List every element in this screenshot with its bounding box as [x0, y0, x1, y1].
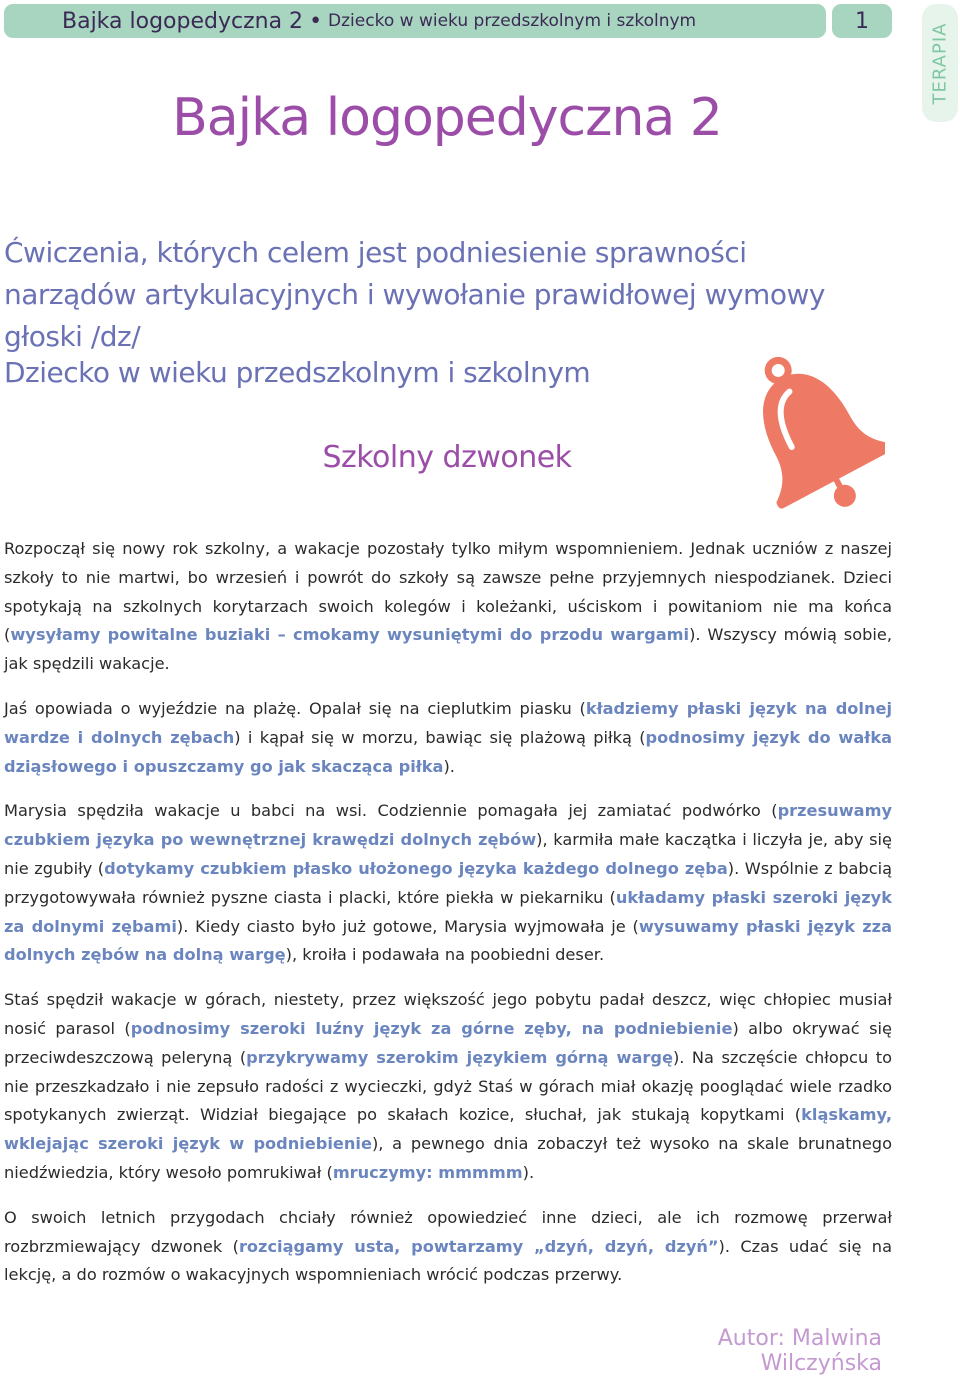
header-subtitle: Dziecko w wieku przedszkolnym i szkolnym — [328, 11, 697, 31]
paragraph: O swoich letnich przygodach chciały również opowiedzieć inne dzieci, ale ich rozmowę przerwał rozbrzmiewający dzwonek (rozciągamy usta, powtarzamy „dzyń, dzyń, dzyń”). Czas udać się na lekcję, a do rozmów o wakacyjnych wspomnieniach wrócić podczas przerwy. — [4, 1207, 892, 1285]
exercise-hint: układamy płaski szeroki język za dolnymi zębami — [4, 887, 892, 936]
header-separator: • — [309, 8, 323, 34]
exercise-hint: mruczymy: mmmmm — [332, 1162, 523, 1182]
header-title: Bajka logopedyczna 2 — [62, 8, 304, 34]
exercise-subtitle: Ćwiczenia, których celem jest podniesienie sprawności narządów artykulacyjnych i wywołanie prawidłowej wymowy głoski /dz/ — [4, 236, 825, 353]
side-tab — [922, 4, 958, 122]
main-title: Bajka logopedyczna 2 — [172, 88, 722, 148]
header-bar — [4, 4, 826, 38]
paragraph: Staś spędził wakacje w górach, niestety, przez większość jego pobytu padał deszcz, więc chłopiec musiał nosić parasol (podnosimy szeroki luźny język za górne zęby, na podniebienie) albo okrywać się przeciwdeszczową peleryną (przykrywamy szerokim językiem górną wargę). Na szczęście chłopcu to nie przeszkadzało i nie zepsuło radości z wycieczki, gdyż Staś w górach miał okazję pooglądać wiele rzadko spotykanych zwierząt. Widział biegające po skałach kozice, słuchał, jak stukają kopytkami (kląskamy, wklejając szeroki język w podniebienie), a pewnego dnia zobaczył też wysoko na skale brunatnego niedźwiedzia, który wesoło pomrukiwał (mruczymy: mmmmm). — [4, 990, 892, 1182]
paragraph: Marysia spędziła wakacje u babci na wsi. Codziennie pomagała jej zamiatać podwórko (przesuwamy czubkiem języka po wewnętrznej krawędzi dolnych zębów), karmiła małe kaczątka i liczyła je, aby się nie zgubiły (dotykamy czubkiem płasko ułożonego języka każdego dolnego zęba). Wspólnie z babcią przygotowywała również pyszne ciasta i placki, które piekła w piekarniku (układamy płaski szeroki język za dolnymi zębami). Kiedy ciasto było już gotowe, Marysia wyjmowała je (wysuwamy płaski język zza dolnych zębów na dolną wargę), kroiła i podawała na poobiedni deser. — [4, 801, 893, 965]
exercise-hint: wysuwamy płaski język zza dolnych zębów na dolną wargę — [4, 916, 893, 965]
exercise-hint: podnosimy szeroki luźny język za górne zęby, na podniebienie — [130, 1018, 733, 1038]
exercise-hint: podnosimy język do wałka dziąsłowego i opuszczamy go jak skacząca piłka — [4, 727, 893, 776]
paragraph: Rozpoczął się nowy rok szkolny, a wakacje pozostały tylko miłym wspomnieniem. Jednak uczniów z naszej szkoły to nie martwi, bo wrzesień i powrót do szkoły są zawsze pełne przyjemnych niespodzianek. Dzieci spotykają na szkolnych korytarzach swoich kolegów i koleżanki, uściskom i powitaniom nie ma końca (wysyłamy powitalne buziaki – cmokamy wysuniętymi do przodu wargami). Wszyscy mówią sobie, jak spędzili wakacje. — [4, 539, 892, 674]
age-group: Dziecko w wieku przedszkolnym i szkolnym — [4, 356, 591, 389]
author-credit: Autor: Malwina Wilczyńska — [717, 1326, 882, 1376]
exercise-hint: przesuwamy czubkiem języka po wewnętrznej krawędzi dolnych zębów — [4, 801, 892, 850]
page-number: 1 — [832, 4, 892, 38]
exercise-hint: przykrywamy szerokim językiem górną wargę — [246, 1047, 673, 1067]
paragraph: Jaś opowiada o wyjeździe na plażę. Opalał się na cieplutkim piasku (kładziemy płaski język na dolnej wardze i dolnych zębach) i kąpał się w morzu, bawiąc się plażową piłką (podnosimy język do wałka dziąsłowego i opuszczamy go jak skacząca piłka). — [4, 698, 893, 776]
exercise-hint: wysyłamy powitalne buziaki – cmokamy wysuniętymi do przodu wargami — [10, 625, 690, 645]
side-tab-label: TERAPIA — [929, 22, 951, 104]
story-title: Szkolny dzwonek — [322, 440, 572, 475]
bell-icon — [740, 344, 885, 524]
exercise-hint: kląskamy, wklejając szeroki język w podniebienie — [4, 1105, 892, 1154]
story-body — [4, 535, 892, 1306]
exercise-hint: kładziemy płaski język na dolnej wardze i dolnych zębach — [4, 698, 893, 747]
exercise-hint: rozciągamy usta, powtarzamy „dzyń, dzyń, dzyń” — [238, 1236, 719, 1256]
exercise-hint: dotykamy czubkiem płasko ułożonego języka każdego dolnego zęba — [104, 858, 728, 878]
